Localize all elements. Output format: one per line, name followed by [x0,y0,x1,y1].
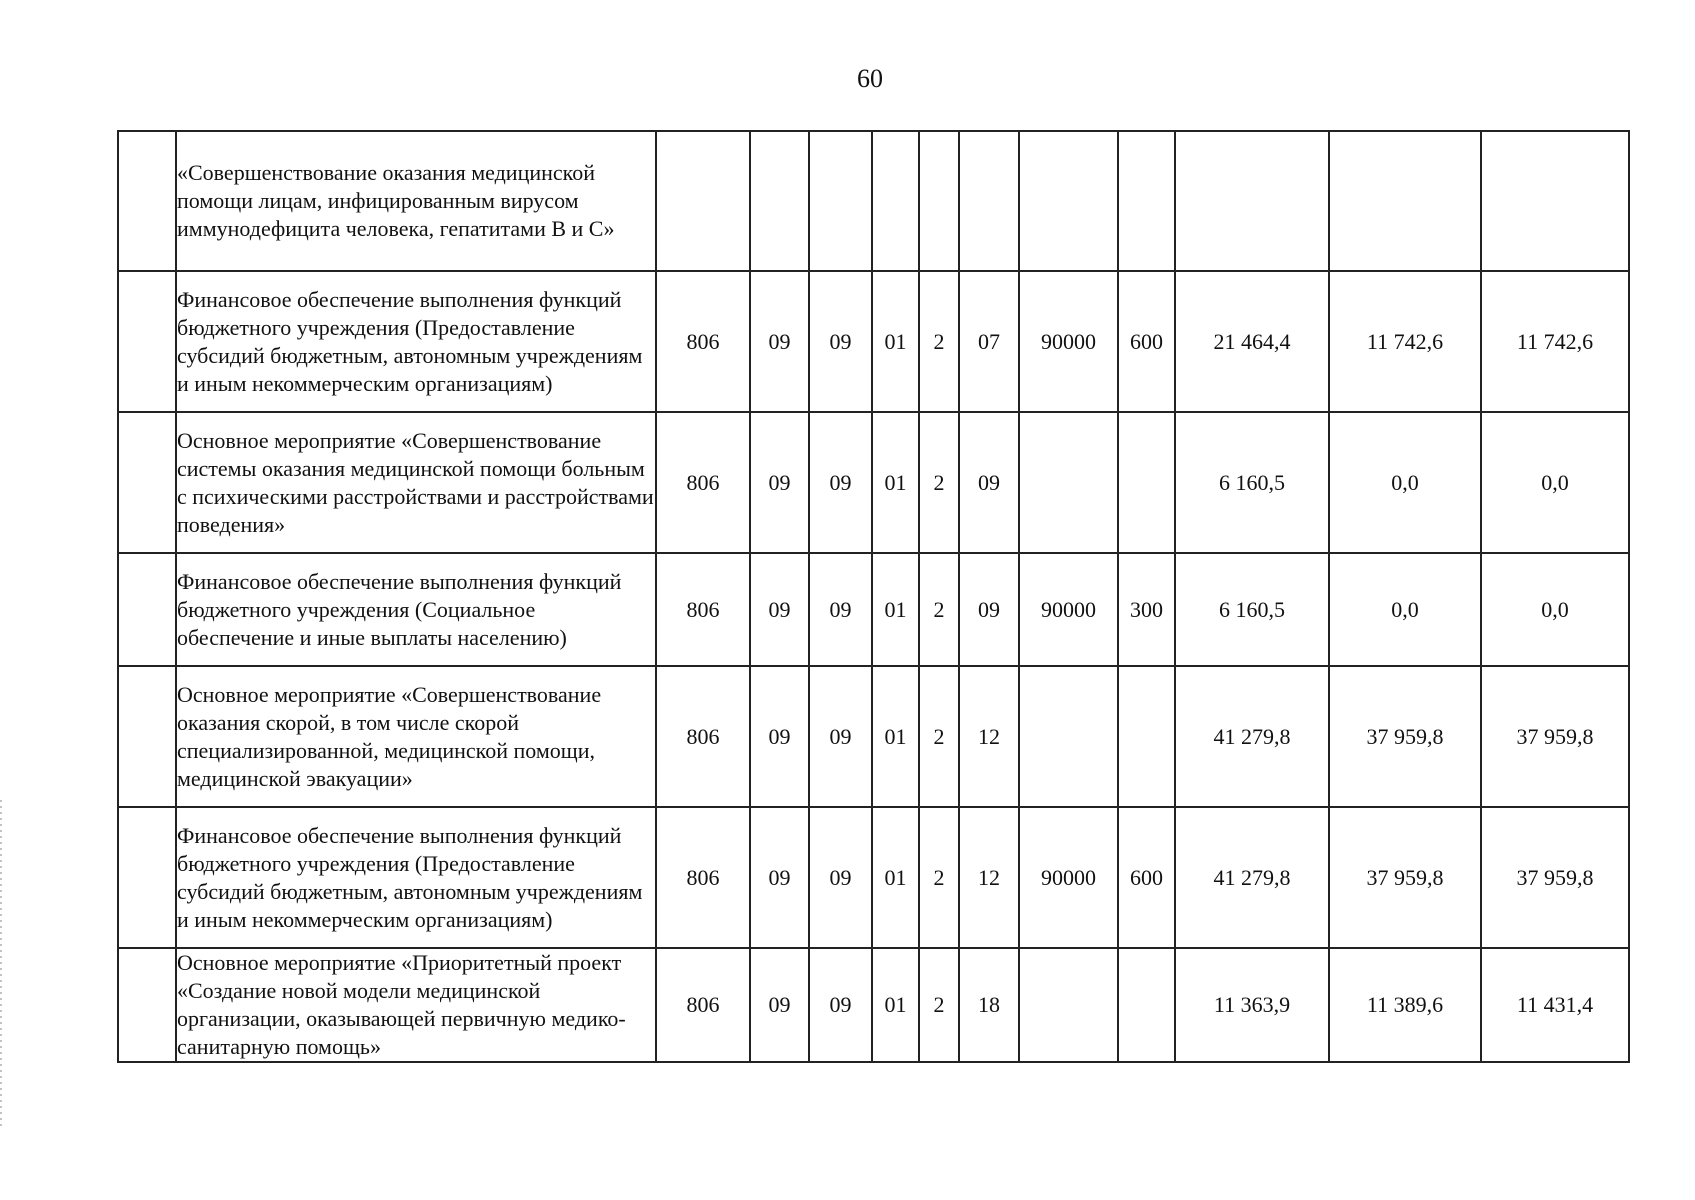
program-code-cell: 01 [872,412,919,553]
subsection-code-cell: 09 [809,666,872,807]
description-cell: «Совершенствование оказания медицинской помощи лицам, инфицированным вирусом иммунодефицита человека, гепатитами В и С» [176,131,656,271]
ministry-code-cell: 806 [656,948,750,1062]
amount-year-1-cell: 21 464,4 [1175,271,1329,412]
event-code-cell: 09 [959,412,1019,553]
ministry-code-cell: 806 [656,666,750,807]
page-number: 60 [857,64,883,93]
amount-year-1-cell: 6 160,5 [1175,412,1329,553]
direction-code-cell [1019,131,1118,271]
description-cell: Финансовое обеспечение выполнения функций бюджетного учреждения (Предоставление субсидий бюджетным, автономным учреждениям и иным некоммерческим организациям) [176,807,656,948]
ministry-code-cell: 806 [656,412,750,553]
amount-year-2-cell: 0,0 [1329,553,1481,666]
description-cell: Основное мероприятие «Приоритетный проект «Создание новой модели медицинской организации, оказывающей первичную медико-санитарную помощь» [176,948,656,1062]
row-number-cell [118,553,176,666]
direction-code-cell: 90000 [1019,553,1118,666]
expense-type-code-cell: 600 [1118,271,1175,412]
program-code-cell: 01 [872,271,919,412]
event-code-cell: 07 [959,271,1019,412]
program-code-cell: 01 [872,666,919,807]
expense-type-code-cell: 300 [1118,553,1175,666]
amount-year-1-cell: 11 363,9 [1175,948,1329,1062]
budget-table-body [118,131,1629,1062]
subprogram-code-cell: 2 [919,807,959,948]
direction-code-cell [1019,412,1118,553]
row-number-cell [118,807,176,948]
ministry-code-cell: 806 [656,271,750,412]
subprogram-code-cell: 2 [919,553,959,666]
subprogram-code-cell: 2 [919,271,959,412]
table-row [118,271,1629,412]
amount-year-2-cell: 11 389,6 [1329,948,1481,1062]
row-number-cell [118,131,176,271]
amount-year-1-cell: 41 279,8 [1175,666,1329,807]
table-row [118,807,1629,948]
section-code-cell [750,131,809,271]
ministry-code-cell: 806 [656,807,750,948]
scan-artifact-line [0,800,2,1130]
program-code-cell [872,131,919,271]
section-code-cell: 09 [750,807,809,948]
direction-code-cell [1019,666,1118,807]
amount-year-3-cell: 37 959,8 [1481,666,1629,807]
description-cell: Основное мероприятие «Совершенствование оказания скорой, в том числе скорой специализированной, медицинской помощи, медицинской эвакуации» [176,666,656,807]
amount-year-2-cell [1329,131,1481,271]
row-number-cell [118,271,176,412]
event-code-cell [959,131,1019,271]
section-code-cell: 09 [750,271,809,412]
row-number-cell [118,948,176,1062]
section-code-cell: 09 [750,412,809,553]
table-row [118,412,1629,553]
budget-table [117,130,1630,1063]
expense-type-code-cell: 600 [1118,807,1175,948]
subsection-code-cell: 09 [809,948,872,1062]
direction-code-cell: 90000 [1019,807,1118,948]
subsection-code-cell: 09 [809,412,872,553]
subprogram-code-cell [919,131,959,271]
amount-year-3-cell: 11 742,6 [1481,271,1629,412]
event-code-cell: 12 [959,666,1019,807]
direction-code-cell: 90000 [1019,271,1118,412]
ministry-code-cell [656,131,750,271]
direction-code-cell [1019,948,1118,1062]
amount-year-2-cell: 37 959,8 [1329,666,1481,807]
description-cell: Финансовое обеспечение выполнения функций бюджетного учреждения (Предоставление субсидий бюджетным, автономным учреждениям и иным некоммерческим организациям) [176,271,656,412]
subsection-code-cell [809,131,872,271]
event-code-cell: 09 [959,553,1019,666]
table-row [118,948,1629,1062]
amount-year-1-cell: 6 160,5 [1175,553,1329,666]
subprogram-code-cell: 2 [919,412,959,553]
description-cell: Основное мероприятие «Совершенствование системы оказания медицинской помощи больным с психическими расстройствами и расстройствами поведения» [176,412,656,553]
expense-type-code-cell [1118,412,1175,553]
table-row [118,666,1629,807]
event-code-cell: 18 [959,948,1019,1062]
amount-year-3-cell: 0,0 [1481,553,1629,666]
subprogram-code-cell: 2 [919,666,959,807]
table-row [118,553,1629,666]
table-row [118,131,1629,271]
amount-year-3-cell: 11 431,4 [1481,948,1629,1062]
expense-type-code-cell [1118,131,1175,271]
amount-year-2-cell: 37 959,8 [1329,807,1481,948]
row-number-cell [118,666,176,807]
amount-year-1-cell [1175,131,1329,271]
amount-year-3-cell: 37 959,8 [1481,807,1629,948]
program-code-cell: 01 [872,948,919,1062]
expense-type-code-cell [1118,948,1175,1062]
amount-year-3-cell: 0,0 [1481,412,1629,553]
ministry-code-cell: 806 [656,553,750,666]
program-code-cell: 01 [872,553,919,666]
program-code-cell: 01 [872,807,919,948]
section-code-cell: 09 [750,948,809,1062]
amount-year-2-cell: 0,0 [1329,412,1481,553]
event-code-cell: 12 [959,807,1019,948]
section-code-cell: 09 [750,666,809,807]
subsection-code-cell: 09 [809,271,872,412]
amount-year-3-cell [1481,131,1629,271]
subsection-code-cell: 09 [809,807,872,948]
subprogram-code-cell: 2 [919,948,959,1062]
description-cell: Финансовое обеспечение выполнения функций бюджетного учреждения (Социальное обеспечение и иные выплаты населению) [176,553,656,666]
amount-year-1-cell: 41 279,8 [1175,807,1329,948]
expense-type-code-cell [1118,666,1175,807]
subsection-code-cell: 09 [809,553,872,666]
amount-year-2-cell: 11 742,6 [1329,271,1481,412]
section-code-cell: 09 [750,553,809,666]
row-number-cell [118,412,176,553]
